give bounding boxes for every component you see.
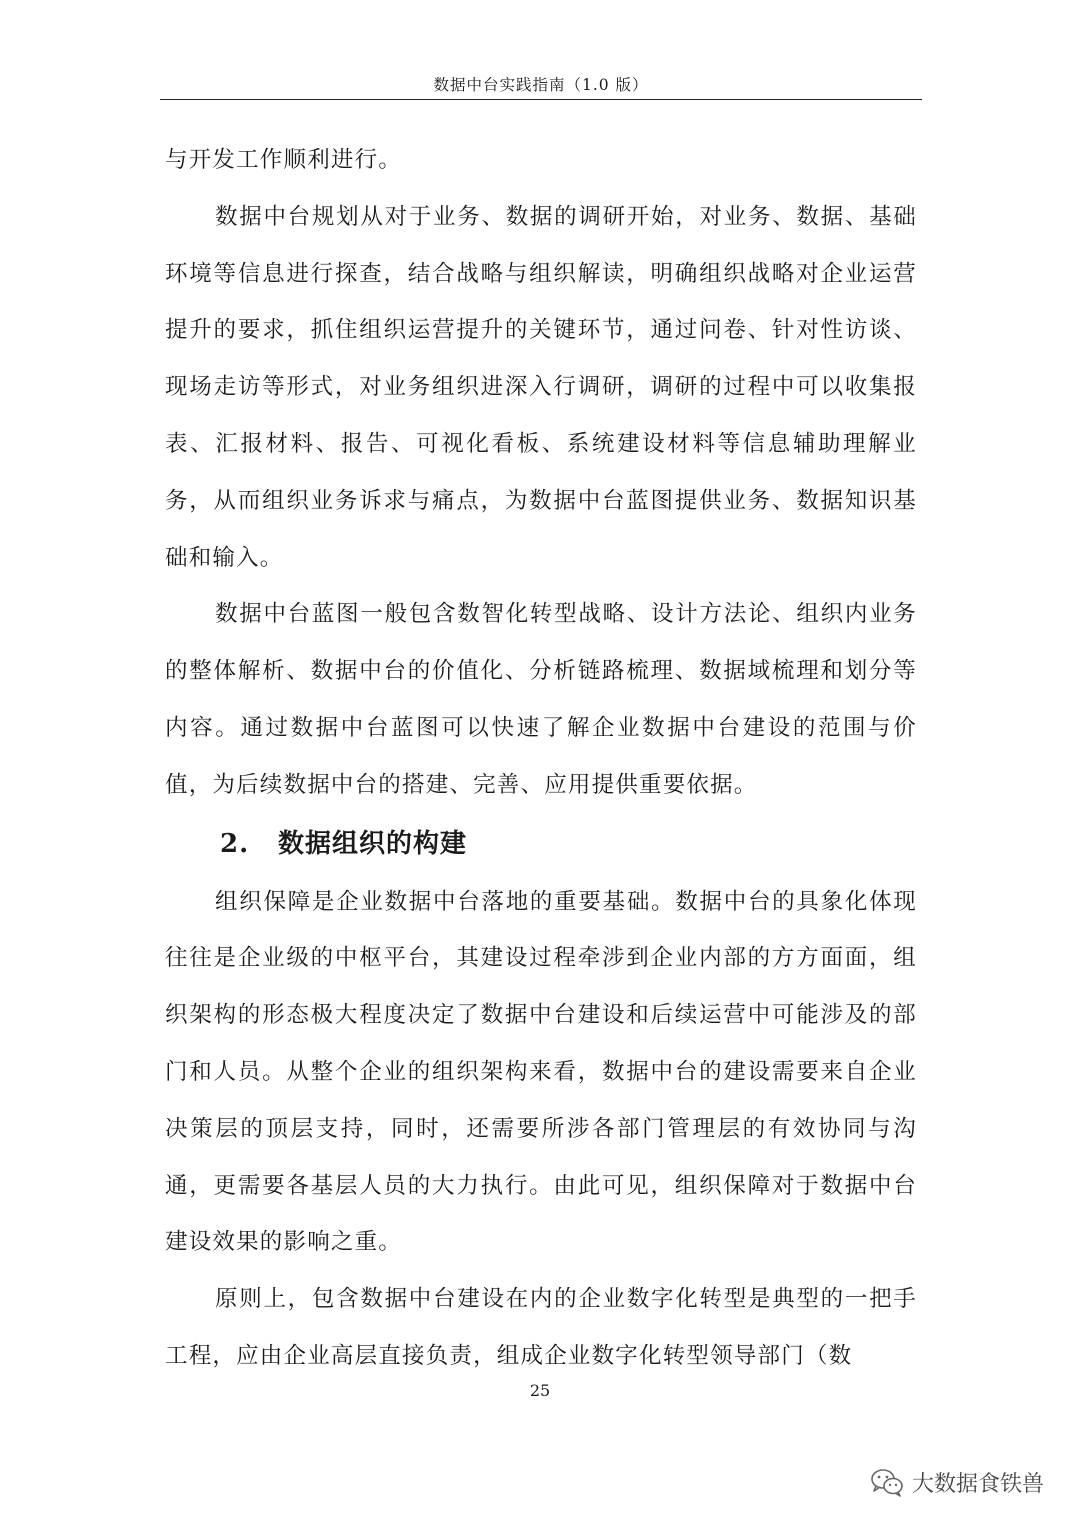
section-number: 2. — [220, 828, 250, 859]
watermark-text: 大数据食铁兽 — [911, 1471, 1044, 1497]
watermark — [870, 1464, 1044, 1500]
header-rule — [160, 99, 922, 100]
paragraph-5: 原则上，包含数据中台建设在内的企业数字化转型是典型的一把手工程，应由企业高层直接负责，组成企业数字化转型领导部门（数 — [165, 1286, 917, 1369]
page-number: 25 — [529, 1381, 551, 1400]
wechat-icon — [870, 1467, 904, 1497]
paragraph-3: 数据中台蓝图一般包含数智化转型战略、设计方法论、组织内业务的整体解析、数据中台的价值化、分析链路梳理、数据域梳理和划分等内容。通过数据中台蓝图可以快速了解企业数据中台建设的范围与价值，为后续数据中台的搭建、完善、应用提供重要依据。 — [165, 601, 917, 798]
paragraph-1: 与开发工作顺利进行。 — [165, 147, 403, 173]
body-text — [165, 132, 917, 1385]
paragraph-2: 数据中台规划从对于业务、数据的调研开始，对业务、数据、基础环境等信息进行探查，结合战略与组织解读，明确组织战略对企业运营提升的要求，抓住组织运营提升的关键环节，通过问卷、针对性访谈、现场走访等形式，对业务组织进深入行调研，调研的过程中可以收集报表、汇报材料、报告、可视化看板、系统建设材料等信息辅助理解业务，从而组织业务诉求与痛点，为数据中台蓝图提供业务、数据知识基础和输入。 — [165, 203, 917, 571]
section-heading — [165, 814, 917, 874]
paragraph-4: 组织保障是企业数据中台落地的重要基础。数据中台的具象化体现往往是企业级的中枢平台，其建设过程牵涉到企业内部的方方面面，组织架构的形态极大程度决定了数据中台建设和后续运营中可能涉及的部门和人员。从整个企业的组织架构来看，数据中台的建设需要来自企业决策层的顶层支持，同时，还需要所涉各部门管理层的有效协同与沟通，更需要各基层人员的大力执行。由此可见，组织保障对于数据中台建设效果的影响之重。 — [165, 888, 917, 1256]
section-title: 数据组织的构建 — [278, 828, 468, 859]
running-header: 数据中台实践指南（1.0 版） — [433, 76, 649, 94]
